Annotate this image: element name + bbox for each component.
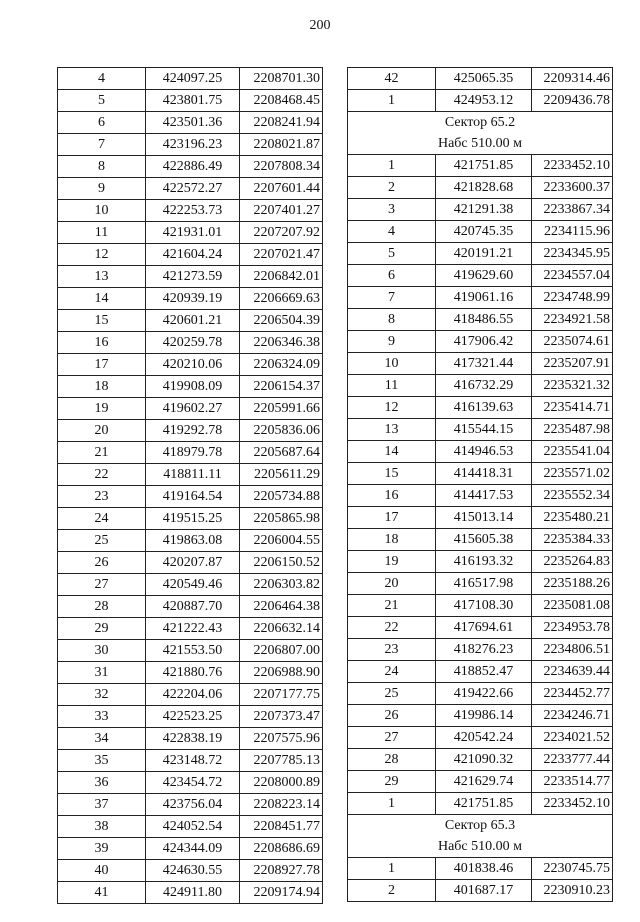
x-coordinate-cell: 415544.15 (436, 419, 532, 441)
x-coordinate-cell: 422886.49 (146, 156, 240, 178)
table-row (58, 156, 323, 178)
x-coordinate-cell: 418276.23 (436, 639, 532, 661)
x-coordinate-cell: 420191.21 (436, 243, 532, 265)
y-coordinate-cell: 2207401.27 (240, 200, 323, 222)
table-row (58, 420, 323, 442)
x-coordinate-cell: 420210.06 (146, 354, 240, 376)
y-coordinate-cell: 2209314.46 (532, 68, 613, 90)
y-coordinate-cell: 2209174.94 (240, 882, 323, 904)
table-row (348, 375, 613, 397)
y-coordinate-cell: 2233777.44 (532, 749, 613, 771)
table-row (348, 309, 613, 331)
sector-title-row (348, 815, 613, 837)
coordinates-table-left (57, 67, 323, 904)
table-row (58, 662, 323, 684)
y-coordinate-cell: 2207207.92 (240, 222, 323, 244)
x-coordinate-cell: 421273.59 (146, 266, 240, 288)
point-number-cell: 15 (348, 463, 436, 485)
point-number-cell: 17 (348, 507, 436, 529)
y-coordinate-cell: 2235188.26 (532, 573, 613, 595)
point-number-cell: 17 (58, 354, 146, 376)
y-coordinate-cell: 2206150.52 (240, 552, 323, 574)
x-coordinate-cell: 421931.01 (146, 222, 240, 244)
table-row (348, 177, 613, 199)
x-coordinate-cell: 415013.14 (436, 507, 532, 529)
y-coordinate-cell: 2205991.66 (240, 398, 323, 420)
table-row (348, 727, 613, 749)
x-coordinate-cell: 415605.38 (436, 529, 532, 551)
table-row (348, 485, 613, 507)
point-number-cell: 27 (348, 727, 436, 749)
table-row (58, 728, 323, 750)
point-number-cell: 25 (348, 683, 436, 705)
y-coordinate-cell: 2235384.33 (532, 529, 613, 551)
point-number-cell: 11 (58, 222, 146, 244)
table-row (58, 640, 323, 662)
point-number-cell: 39 (58, 838, 146, 860)
table-row (348, 573, 613, 595)
x-coordinate-cell: 416732.29 (436, 375, 532, 397)
y-coordinate-cell: 2235552.34 (532, 485, 613, 507)
x-coordinate-cell: 422204.06 (146, 684, 240, 706)
x-coordinate-cell: 424630.55 (146, 860, 240, 882)
table-row (348, 90, 613, 112)
point-number-cell: 36 (58, 772, 146, 794)
y-coordinate-cell: 2207601.44 (240, 178, 323, 200)
x-coordinate-cell: 419061.16 (436, 287, 532, 309)
x-coordinate-cell: 414418.31 (436, 463, 532, 485)
x-coordinate-cell: 419164.54 (146, 486, 240, 508)
table-row (348, 617, 613, 639)
y-coordinate-cell: 2234115.96 (532, 221, 613, 243)
x-coordinate-cell: 420887.70 (146, 596, 240, 618)
y-coordinate-cell: 2234246.71 (532, 705, 613, 727)
point-number-cell: 10 (348, 353, 436, 375)
y-coordinate-cell: 2235487.98 (532, 419, 613, 441)
sector-subtitle: Набс 510.00 м (348, 133, 613, 155)
x-coordinate-cell: 419515.25 (146, 508, 240, 530)
y-coordinate-cell: 2208000.89 (240, 772, 323, 794)
point-number-cell: 16 (58, 332, 146, 354)
table-row (348, 705, 613, 727)
point-number-cell: 1 (348, 90, 436, 112)
point-number-cell: 7 (348, 287, 436, 309)
point-number-cell: 6 (58, 112, 146, 134)
table-row (58, 464, 323, 486)
x-coordinate-cell: 422523.25 (146, 706, 240, 728)
x-coordinate-cell: 417906.42 (436, 331, 532, 353)
y-coordinate-cell: 2235541.04 (532, 441, 613, 463)
x-coordinate-cell: 417321.44 (436, 353, 532, 375)
x-coordinate-cell: 420259.78 (146, 332, 240, 354)
y-coordinate-cell: 2206807.00 (240, 640, 323, 662)
point-number-cell: 14 (58, 288, 146, 310)
table-row (348, 441, 613, 463)
y-coordinate-cell: 2207373.47 (240, 706, 323, 728)
y-coordinate-cell: 2205687.64 (240, 442, 323, 464)
y-coordinate-cell: 2235480.21 (532, 507, 613, 529)
y-coordinate-cell: 2234921.58 (532, 309, 613, 331)
y-coordinate-cell: 2208223.14 (240, 794, 323, 816)
table-row (348, 243, 613, 265)
y-coordinate-cell: 2234748.99 (532, 287, 613, 309)
y-coordinate-cell: 2234345.95 (532, 243, 613, 265)
x-coordinate-cell: 423756.04 (146, 794, 240, 816)
x-coordinate-cell: 424953.12 (436, 90, 532, 112)
y-coordinate-cell: 2205865.98 (240, 508, 323, 530)
point-number-cell: 21 (58, 442, 146, 464)
y-coordinate-cell: 2205836.06 (240, 420, 323, 442)
table-row (348, 353, 613, 375)
point-number-cell: 27 (58, 574, 146, 596)
y-coordinate-cell: 2235264.83 (532, 551, 613, 573)
table-row (58, 860, 323, 882)
table-row (348, 880, 613, 902)
y-coordinate-cell: 2206346.38 (240, 332, 323, 354)
x-coordinate-cell: 418486.55 (436, 309, 532, 331)
table-row (58, 882, 323, 904)
y-coordinate-cell: 2230910.23 (532, 880, 613, 902)
y-coordinate-cell: 2230745.75 (532, 858, 613, 880)
point-number-cell: 5 (348, 243, 436, 265)
y-coordinate-cell: 2205611.29 (240, 464, 323, 486)
x-coordinate-cell: 424344.09 (146, 838, 240, 860)
y-coordinate-cell: 2208468.45 (240, 90, 323, 112)
x-coordinate-cell: 417694.61 (436, 617, 532, 639)
table-row (58, 816, 323, 838)
point-number-cell: 13 (348, 419, 436, 441)
table-row (348, 199, 613, 221)
x-coordinate-cell: 420549.46 (146, 574, 240, 596)
x-coordinate-cell: 418852.47 (436, 661, 532, 683)
y-coordinate-cell: 2208927.78 (240, 860, 323, 882)
x-coordinate-cell: 422572.27 (146, 178, 240, 200)
point-number-cell: 16 (348, 485, 436, 507)
table-row (348, 595, 613, 617)
x-coordinate-cell: 421222.43 (146, 618, 240, 640)
table-row (348, 68, 613, 90)
point-number-cell: 19 (58, 398, 146, 420)
x-coordinate-cell: 421880.76 (146, 662, 240, 684)
point-number-cell: 41 (58, 882, 146, 904)
point-number-cell: 11 (348, 375, 436, 397)
y-coordinate-cell: 2205734.88 (240, 486, 323, 508)
y-coordinate-cell: 2207177.75 (240, 684, 323, 706)
table-row (58, 266, 323, 288)
point-number-cell: 21 (348, 595, 436, 617)
point-number-cell: 35 (58, 750, 146, 772)
x-coordinate-cell: 422838.19 (146, 728, 240, 750)
table-row (348, 683, 613, 705)
y-coordinate-cell: 2206324.09 (240, 354, 323, 376)
x-coordinate-cell: 414417.53 (436, 485, 532, 507)
table-row (348, 529, 613, 551)
y-coordinate-cell: 2235207.91 (532, 353, 613, 375)
point-number-cell: 12 (348, 397, 436, 419)
y-coordinate-cell: 2235074.61 (532, 331, 613, 353)
table-row (348, 771, 613, 793)
table-row (58, 310, 323, 332)
y-coordinate-cell: 2235571.02 (532, 463, 613, 485)
point-number-cell: 18 (58, 376, 146, 398)
coordinates-table-right (347, 67, 613, 902)
point-number-cell: 7 (58, 134, 146, 156)
table-row (348, 793, 613, 815)
table-row (58, 794, 323, 816)
table-row (58, 200, 323, 222)
x-coordinate-cell: 424052.54 (146, 816, 240, 838)
point-number-cell: 4 (58, 68, 146, 90)
table-row (348, 507, 613, 529)
x-coordinate-cell: 423454.72 (146, 772, 240, 794)
y-coordinate-cell: 2235081.08 (532, 595, 613, 617)
y-coordinate-cell: 2234557.04 (532, 265, 613, 287)
x-coordinate-cell: 420601.21 (146, 310, 240, 332)
table-row (58, 376, 323, 398)
y-coordinate-cell: 2207808.34 (240, 156, 323, 178)
table-row (58, 838, 323, 860)
y-coordinate-cell: 2206504.39 (240, 310, 323, 332)
point-number-cell: 19 (348, 551, 436, 573)
table-row (348, 221, 613, 243)
table-row (58, 90, 323, 112)
y-coordinate-cell: 2208021.87 (240, 134, 323, 156)
y-coordinate-cell: 2206842.01 (240, 266, 323, 288)
table-row (58, 706, 323, 728)
sector-subtitle: Набс 510.00 м (348, 836, 613, 858)
point-number-cell: 30 (58, 640, 146, 662)
table-row (58, 354, 323, 376)
x-coordinate-cell: 419908.09 (146, 376, 240, 398)
point-number-cell: 8 (58, 156, 146, 178)
table-row (58, 244, 323, 266)
table-row (58, 134, 323, 156)
point-number-cell: 28 (58, 596, 146, 618)
table-row (58, 772, 323, 794)
x-coordinate-cell: 420542.24 (436, 727, 532, 749)
page-number: 200 (309, 18, 331, 33)
x-coordinate-cell: 416139.63 (436, 397, 532, 419)
x-coordinate-cell: 420207.87 (146, 552, 240, 574)
point-number-cell: 24 (58, 508, 146, 530)
point-number-cell: 25 (58, 530, 146, 552)
y-coordinate-cell: 2206004.55 (240, 530, 323, 552)
sector-subtitle-row (348, 836, 613, 858)
point-number-cell: 20 (58, 420, 146, 442)
point-number-cell: 22 (348, 617, 436, 639)
x-coordinate-cell: 417108.30 (436, 595, 532, 617)
y-coordinate-cell: 2206632.14 (240, 618, 323, 640)
x-coordinate-cell: 419292.78 (146, 420, 240, 442)
point-number-cell: 13 (58, 266, 146, 288)
table-row (348, 463, 613, 485)
y-coordinate-cell: 2233452.10 (532, 155, 613, 177)
sector-title: Сектор 65.2 (348, 112, 613, 134)
point-number-cell: 2 (348, 880, 436, 902)
y-coordinate-cell: 2234021.52 (532, 727, 613, 749)
y-coordinate-cell: 2206464.38 (240, 596, 323, 618)
table-row (348, 397, 613, 419)
point-number-cell: 15 (58, 310, 146, 332)
y-coordinate-cell: 2234639.44 (532, 661, 613, 683)
table-row (348, 419, 613, 441)
point-number-cell: 23 (58, 486, 146, 508)
table-row (58, 530, 323, 552)
point-number-cell: 5 (58, 90, 146, 112)
y-coordinate-cell: 2206988.90 (240, 662, 323, 684)
x-coordinate-cell: 423501.36 (146, 112, 240, 134)
x-coordinate-cell: 423148.72 (146, 750, 240, 772)
y-coordinate-cell: 2233867.34 (532, 199, 613, 221)
x-coordinate-cell: 421751.85 (436, 155, 532, 177)
y-coordinate-cell: 2208701.30 (240, 68, 323, 90)
y-coordinate-cell: 2235414.71 (532, 397, 613, 419)
point-number-cell: 14 (348, 441, 436, 463)
point-number-cell: 38 (58, 816, 146, 838)
y-coordinate-cell: 2234452.77 (532, 683, 613, 705)
x-coordinate-cell: 418811.11 (146, 464, 240, 486)
x-coordinate-cell: 419863.08 (146, 530, 240, 552)
y-coordinate-cell: 2233600.37 (532, 177, 613, 199)
point-number-cell: 29 (348, 771, 436, 793)
point-number-cell: 12 (58, 244, 146, 266)
sector-title-row (348, 112, 613, 134)
point-number-cell: 37 (58, 794, 146, 816)
point-number-cell: 1 (348, 155, 436, 177)
table-row (58, 574, 323, 596)
x-coordinate-cell: 420745.35 (436, 221, 532, 243)
y-coordinate-cell: 2208686.69 (240, 838, 323, 860)
point-number-cell: 29 (58, 618, 146, 640)
point-number-cell: 26 (58, 552, 146, 574)
point-number-cell: 9 (348, 331, 436, 353)
point-number-cell: 20 (348, 573, 436, 595)
y-coordinate-cell: 2233514.77 (532, 771, 613, 793)
y-coordinate-cell: 2234806.51 (532, 639, 613, 661)
point-number-cell: 2 (348, 177, 436, 199)
table-row (58, 684, 323, 706)
table-row (348, 287, 613, 309)
x-coordinate-cell: 420939.19 (146, 288, 240, 310)
x-coordinate-cell: 419986.14 (436, 705, 532, 727)
x-coordinate-cell: 421291.38 (436, 199, 532, 221)
table-row (348, 639, 613, 661)
x-coordinate-cell: 414946.53 (436, 441, 532, 463)
point-number-cell: 1 (348, 793, 436, 815)
table-row (58, 222, 323, 244)
x-coordinate-cell: 416517.98 (436, 573, 532, 595)
point-number-cell: 34 (58, 728, 146, 750)
table-row (348, 331, 613, 353)
y-coordinate-cell: 2235321.32 (532, 375, 613, 397)
y-coordinate-cell: 2207575.96 (240, 728, 323, 750)
point-number-cell: 33 (58, 706, 146, 728)
x-coordinate-cell: 418979.78 (146, 442, 240, 464)
x-coordinate-cell: 421553.50 (146, 640, 240, 662)
x-coordinate-cell: 421604.24 (146, 244, 240, 266)
y-coordinate-cell: 2206303.82 (240, 574, 323, 596)
x-coordinate-cell: 419422.66 (436, 683, 532, 705)
y-coordinate-cell: 2206669.63 (240, 288, 323, 310)
point-number-cell: 28 (348, 749, 436, 771)
table-row (58, 618, 323, 640)
sector-subtitle-row (348, 133, 613, 155)
y-coordinate-cell: 2207021.47 (240, 244, 323, 266)
y-coordinate-cell: 2207785.13 (240, 750, 323, 772)
table-row (58, 68, 323, 90)
x-coordinate-cell: 422253.73 (146, 200, 240, 222)
x-coordinate-cell: 423801.75 (146, 90, 240, 112)
table-row (348, 155, 613, 177)
point-number-cell: 6 (348, 265, 436, 287)
x-coordinate-cell: 421828.68 (436, 177, 532, 199)
table-row (58, 442, 323, 464)
y-coordinate-cell: 2208451.77 (240, 816, 323, 838)
table-row (58, 508, 323, 530)
x-coordinate-cell: 419629.60 (436, 265, 532, 287)
table-row (58, 332, 323, 354)
point-number-cell: 42 (348, 68, 436, 90)
x-coordinate-cell: 401838.46 (436, 858, 532, 880)
x-coordinate-cell: 416193.32 (436, 551, 532, 573)
point-number-cell: 32 (58, 684, 146, 706)
table-row (58, 178, 323, 200)
table-row (348, 661, 613, 683)
table-row (348, 749, 613, 771)
point-number-cell: 9 (58, 178, 146, 200)
table-row (348, 265, 613, 287)
sector-title: Сектор 65.3 (348, 815, 613, 837)
x-coordinate-cell: 421751.85 (436, 793, 532, 815)
table-row (58, 552, 323, 574)
point-number-cell: 26 (348, 705, 436, 727)
x-coordinate-cell: 423196.23 (146, 134, 240, 156)
y-coordinate-cell: 2233452.10 (532, 793, 613, 815)
point-number-cell: 18 (348, 529, 436, 551)
table-row (348, 858, 613, 880)
point-number-cell: 4 (348, 221, 436, 243)
y-coordinate-cell: 2208241.94 (240, 112, 323, 134)
table-row (58, 112, 323, 134)
point-number-cell: 3 (348, 199, 436, 221)
point-number-cell: 10 (58, 200, 146, 222)
y-coordinate-cell: 2234953.78 (532, 617, 613, 639)
point-number-cell: 40 (58, 860, 146, 882)
point-number-cell: 1 (348, 858, 436, 880)
table-row (58, 486, 323, 508)
table-row (58, 398, 323, 420)
point-number-cell: 23 (348, 639, 436, 661)
table-row (58, 596, 323, 618)
x-coordinate-cell: 421629.74 (436, 771, 532, 793)
x-coordinate-cell: 424911.80 (146, 882, 240, 904)
x-coordinate-cell: 425065.35 (436, 68, 532, 90)
table-row (58, 750, 323, 772)
y-coordinate-cell: 2209436.78 (532, 90, 613, 112)
point-number-cell: 22 (58, 464, 146, 486)
table-row (58, 288, 323, 310)
x-coordinate-cell: 424097.25 (146, 68, 240, 90)
point-number-cell: 8 (348, 309, 436, 331)
x-coordinate-cell: 421090.32 (436, 749, 532, 771)
point-number-cell: 31 (58, 662, 146, 684)
point-number-cell: 24 (348, 661, 436, 683)
y-coordinate-cell: 2206154.37 (240, 376, 323, 398)
x-coordinate-cell: 401687.17 (436, 880, 532, 902)
x-coordinate-cell: 419602.27 (146, 398, 240, 420)
table-row (348, 551, 613, 573)
